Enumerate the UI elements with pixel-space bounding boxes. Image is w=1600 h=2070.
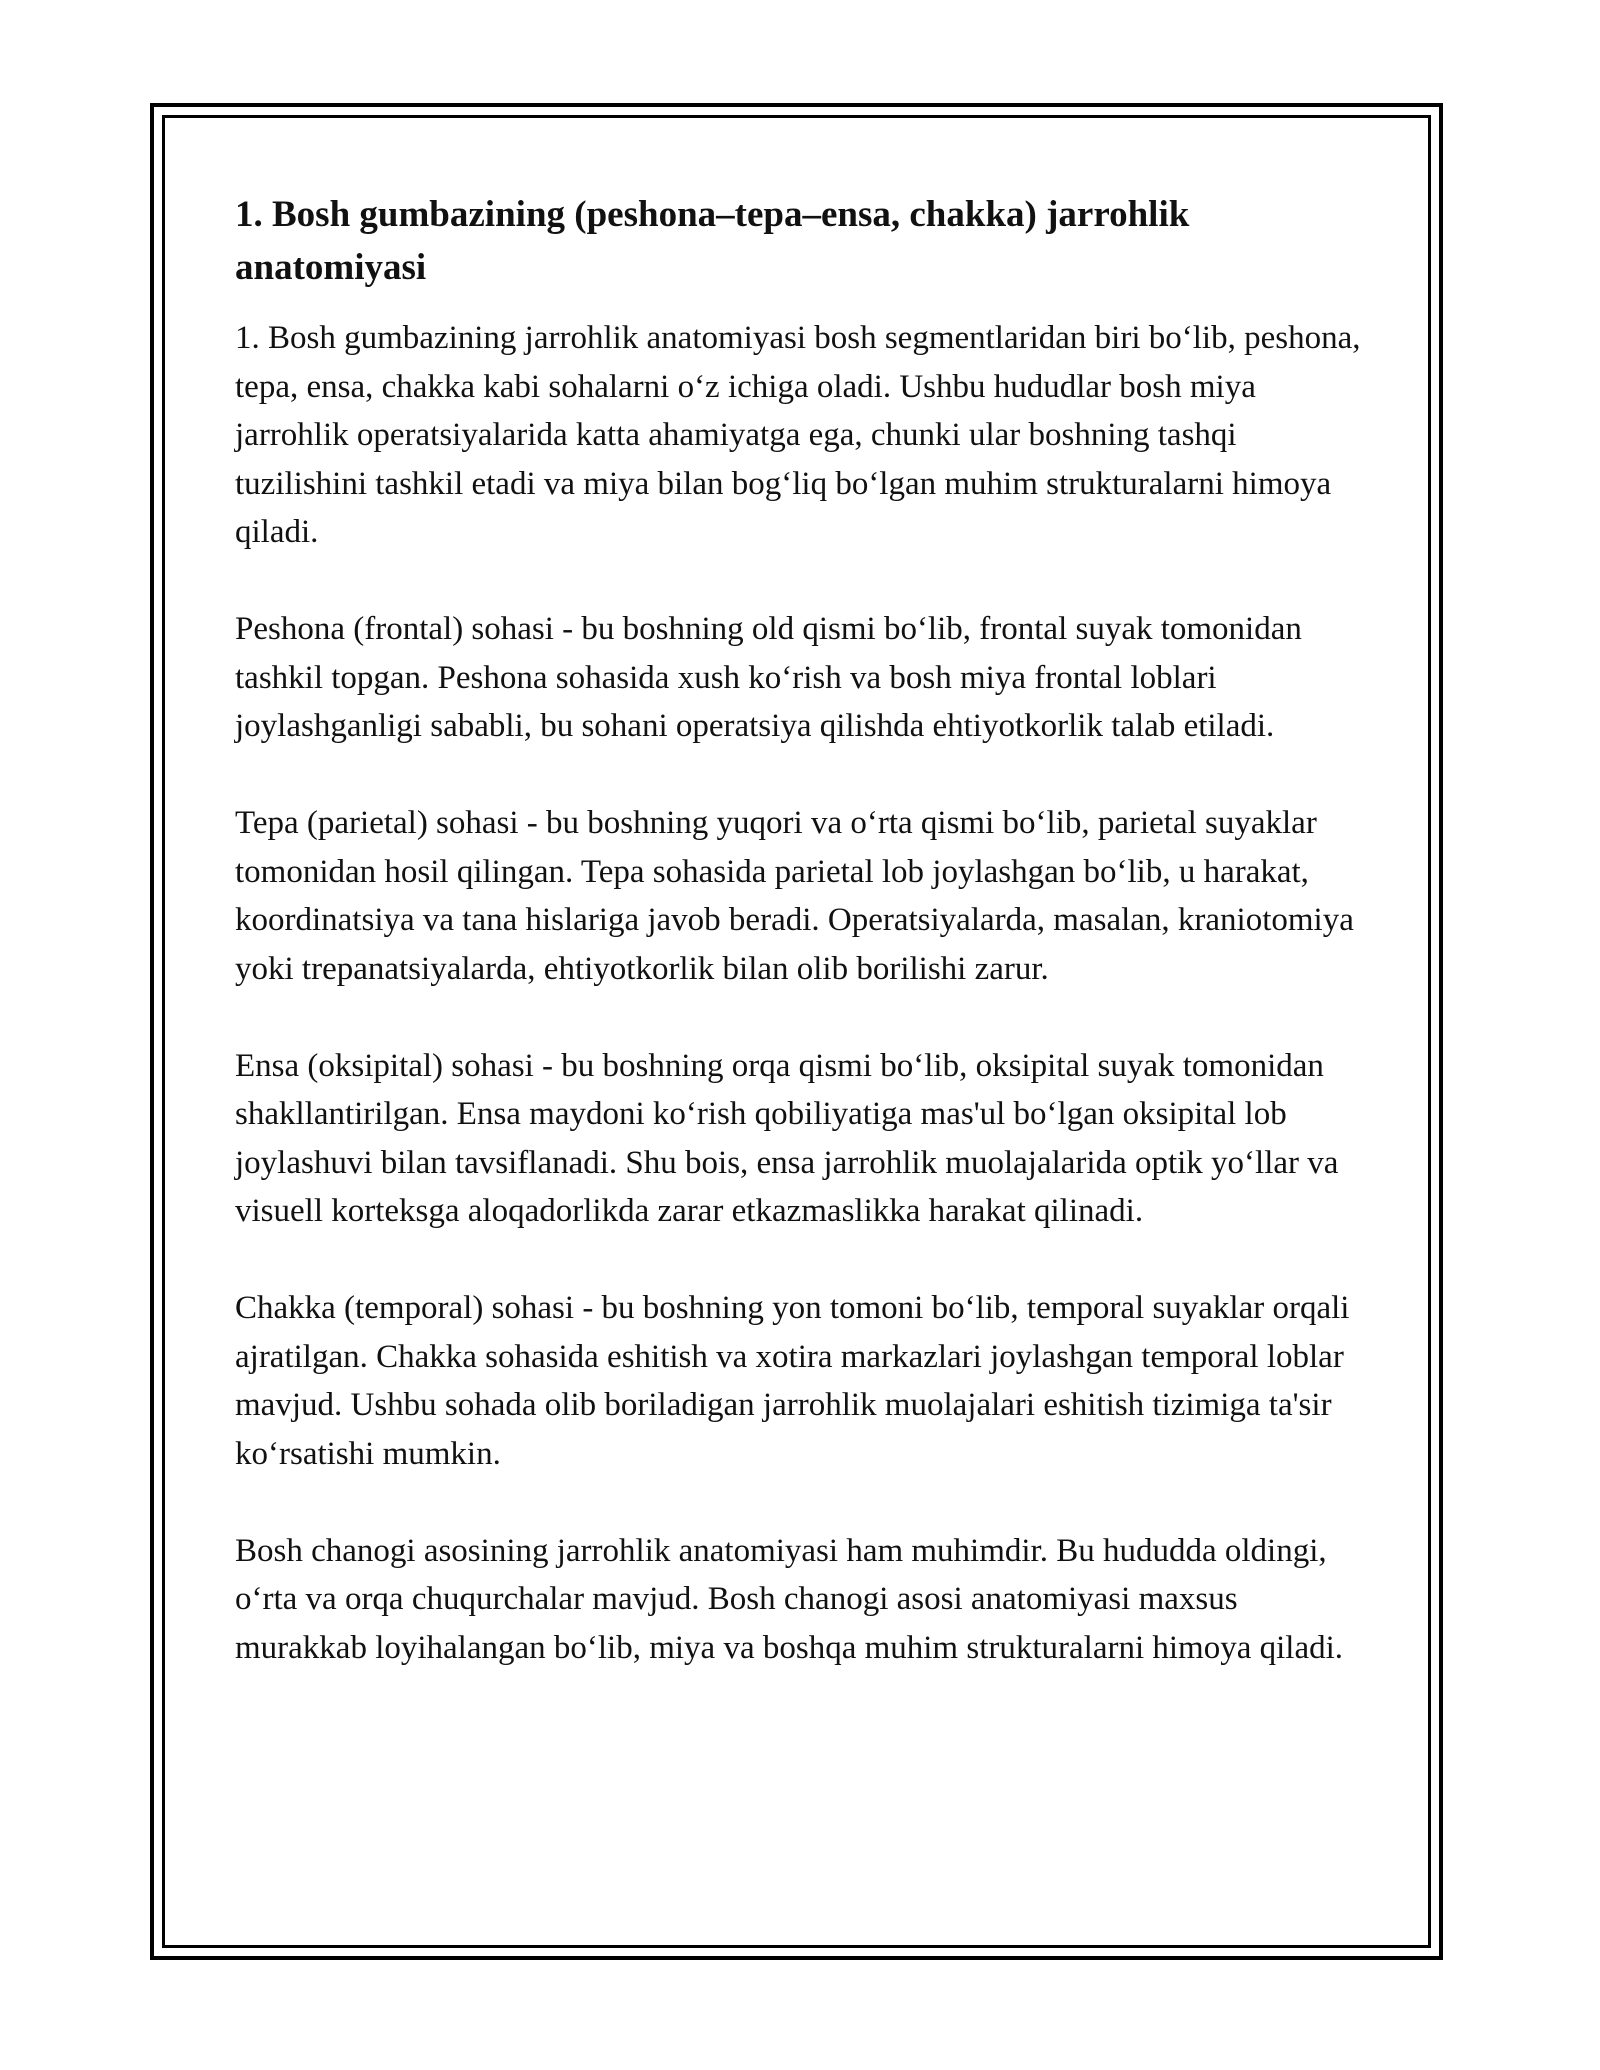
paragraph-intro: 1. Bosh gumbazining jarrohlik anatomiyasi bosh segmentlaridan biri bo‘lib, peshona, tepa, ensa, chakka kabi sohalarni o‘z ichiga oladi. Ushbu hududlar bosh miya jarrohlik operatsiyalarida katta ahamiyatga ega, chunki ular boshning tashqi tuzilishini tashkil etadi va miya bilan bog‘liq bo‘lgan muhim strukturalarni himoya qiladi.	[235, 320, 1361, 550]
paragraph-occipital: Ensa (oksipital) sohasi - bu boshning orqa qismi bo‘lib, oksipital suyak tomonidan shakllantirilgan. Ensa maydoni ko‘rish qobiliyatiga mas'ul bo‘lgan oksipital lob joylashuvi bilan tavsiflanadi. Shu bois, ensa jarrohlik muolajalarida optik yo‘llar va visuell korteksga aloqadorlikda zarar etkazmaslikka harakat qilinadi.	[235, 1047, 1339, 1229]
paragraph-temporal: Chakka (temporal) sohasi - bu boshning yon tomoni bo‘lib, temporal suyaklar orqali ajratilgan. Chakka sohasida eshitish va xotira markazlari joylashgan temporal loblar mavjud. Ushbu sohada olib boriladigan jarrohlik muolajalari eshitish tizimiga ta'sir ko‘rsatishi mumkin.	[235, 1290, 1350, 1472]
paragraph-skull-base: Bosh chanogi asosining jarrohlik anatomiyasi ham muhimdir. Bu hududda oldingi, o‘rta va orqa chuqurchalar mavjud. Bosh chanogi asosi anatomiyasi maxsus murakkab loyihalangan bo‘lib, miya va boshqa muhim strukturalarni himoya qiladi.	[235, 1532, 1344, 1666]
document-body	[235, 188, 1375, 1672]
paragraph-parietal: Tepa (parietal) sohasi - bu boshning yuqori va o‘rta qismi bo‘lib, parietal suyaklar tomonidan hosil qilingan. Tepa sohasida parietal lob joylashgan bo‘lib, u harakat, koordinatsiya va tana hislariga javob beradi. Operatsiyalarda, masalan, kraniotomiya yoki trepanatsiyalarda, ehtiyotkorlik bilan olib borilishi zarur.	[235, 805, 1354, 987]
paragraph-frontal: Peshona (frontal) sohasi - bu boshning old qismi bo‘lib, frontal suyak tomonidan tashkil topgan. Peshona sohasida xush ko‘rish va bosh miya frontal loblari joylashganligi sababli, bu sohani operatsiya qilishda ehtiyotkorlik talab etiladi.	[235, 611, 1302, 744]
document-title: 1. Bosh gumbazining (peshona–tepa–ensa, chakka) jarrohlik anatomiyasi	[235, 194, 1190, 288]
